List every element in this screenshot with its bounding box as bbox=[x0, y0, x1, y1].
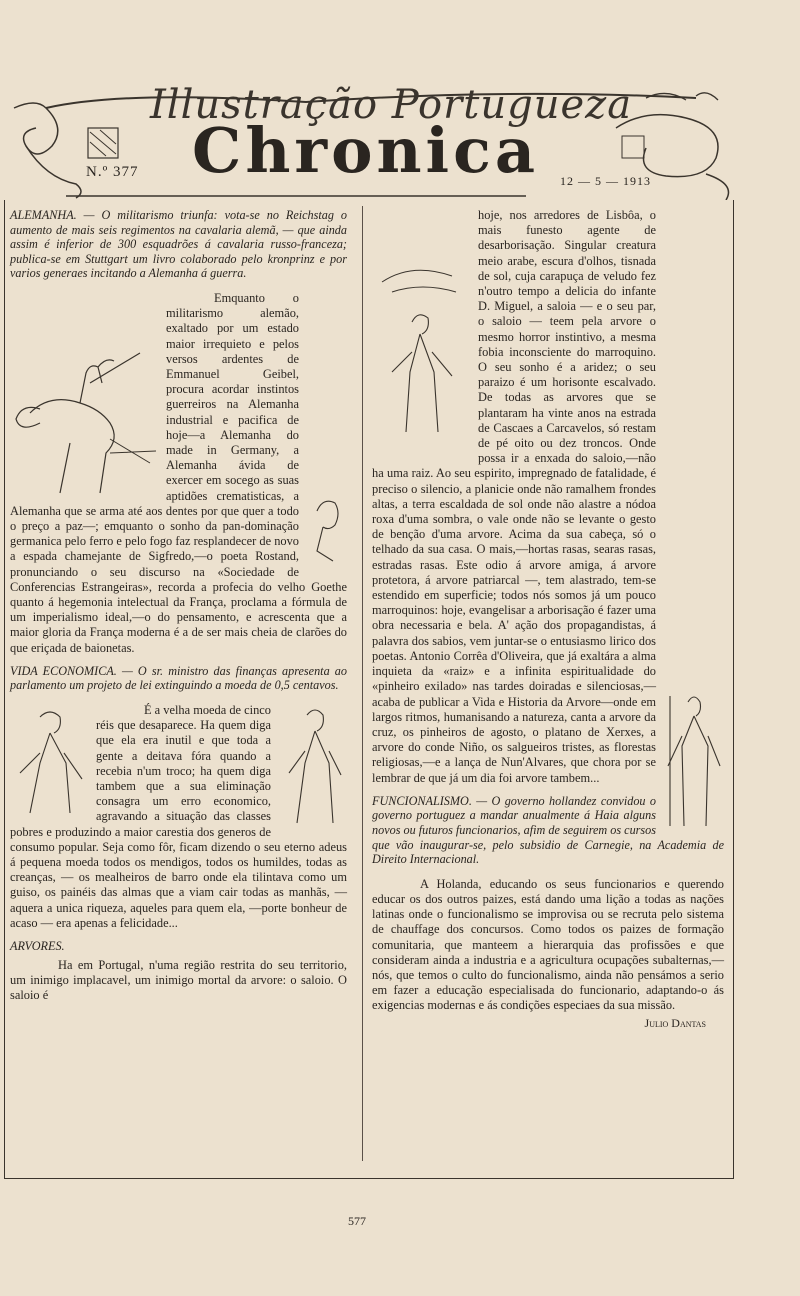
section-trees-body-cont: hoje, nos arredores de Lisbôa, o mais funesto agente de desarborisação. Singular creatura meio arabe, escura d'olhos, tisnada de sol, cuja carapuça de veludo fez n'outro tempo a delicia do infante D. Miguel, a saloia — e o seu par, o saloio — teem pela arvore o mesmo horror instintivo, a mesma fobia inconsciente do marroquino. O seu sonho é a aridez; o seu paraizo é um horisonte escalvado. De todas as arvores que se plantaram ha vinte anos na estrada de Cascaes a Carcavelos, só restam de pé oito ou dez troncos. Onde possa ir a enxada do saloio,—não ha uma raiz. Ao seu espirito, impregnado de fatalidade, é preciso o silencio, a planicie onde não ramalhem frondes altas, a terra escaldada de sol onde não alastre a nódoa roxa d'uma sombra, o vale onde não se levante o gesto de benção d'uma arvore. Acima da sua cabeça, só o telhado da sua casa. O mais,—hortas rasas, searas rasas, estradas rasas. Este odio á arvore amiga, á arvore protetora, á arvore patriarcal —, tem alastrado, tem-se estendido em superficie; todos nós somos já um pouco marroquinos: hoje, evangelisar a arborisação é fazer uma obra necessaria e bela. A' ação dos propagandistas, á palavra dos sabios, vem juntar-se o entusiasmo lirico dos poetas. Antonio Corrêa d'Oliveira, que já exaltára a alma inquieta da «raiz» e a infinita espiritualidade do «pinheiro exilado» nas tardes doiradas e silenciosas,—acaba de publicar a Vida e Historia da Arvore—onde em largos ritmos, humanisando a natureza, canta a arvore da cruz, os pinheiros de agosto, o platano de Xerxes, a arvore do conde Niño, os salgueiros tristes, as florestas religiosas,—e a lança de Nun'Alvares, que chora por se lembrar de que já um dia foi arvore tambem... bbox=[372, 208, 656, 785]
goethe-portrait-illustration bbox=[303, 491, 347, 571]
woman-illustration bbox=[277, 703, 347, 833]
section-economy-body: É a velha moeda de cinco réis que desaparece. Ha quem diga que ela era inutil e que toda a gente a deitava fóra quando a recebia n'um troco; ha quem diga tambem que a sua eliminação consagra um erro economico, agravando a situação das classes pobres e produzindo a maior carestia dos generos de consumo popular. Seja como fôr, ficam dizendo o seu eterno adeus á pequena moeda todos os mendigos, todos os humildes, todas as creanças, — os mealheiros de barro onde ela tilintava como um guiso, os painéis das almas que a viam cair todas as manhãs, —aquera a unica riqueza, aqueles para quem ela, —porte bonheur de acaso — era apenas a felicidade... bbox=[10, 703, 347, 930]
section-trees-body-start: Ha em Portugal, n'uma região restrita do seu territorio, um inimigo implacavel, um inimigo mortal da arvore: o saloio. O saloio é bbox=[10, 957, 347, 1003]
issue-date: 12 — 5 — 1913 bbox=[560, 174, 651, 188]
knight-illustration bbox=[662, 686, 724, 836]
column-divider bbox=[362, 206, 363, 1161]
section-trees-heading: ARVORES. bbox=[10, 939, 65, 954]
issue-number: N.º 377 bbox=[86, 164, 139, 180]
section-economy-summary: VIDA ECONOMICA. — O sr. ministro das finanças apresenta ao parlamento um projeto de lei extinguindo a moeda de 0,5 centavos. bbox=[10, 663, 347, 693]
page-number: 577 bbox=[348, 1214, 366, 1228]
horseman-illustration bbox=[10, 343, 160, 503]
beggar-illustration bbox=[10, 703, 90, 823]
section-civil-service-body: A Holanda, educando os seus funcionarios e querendo educar os dos outros paizes, está dando uma lição a todas as nações latinas onde o funcionalismo se improvisa ou se recruta pelo sistema de chauffage dos concursos. Como todos os paizes de formação comunitaria, que manteem a hierarquia das profissões e que consideram ainda a industria e a agricultura ocupações subalternas,—nós, que temos o culto do funcionalismo, ainda não pensámos a serio em fazer a educação especialisada do funcionario, adaptando-o ás exigencias modernas e ás condições especiaes da sua missão. bbox=[372, 876, 724, 1013]
magazine-script-title: Illustração Portugueza bbox=[150, 82, 633, 128]
saloio-illustration bbox=[372, 252, 472, 452]
column-left bbox=[10, 208, 347, 1003]
section-germany-body: Emquanto o militarismo alemão, exaltado por um estado maior irrequieto e pelos versos ardentes de Emmanuel Geibel, procura acordar instintos guerreiros na Alemanha industrial e pacifica de hoje—a Alemanha do made in Germany, a Alemanha ávida de exercer em socego as suas aptidões crematisticas, a Alemanha que se arma até aos dentes por que quer a todo o preço a paz—; emquanto o sonho da pan-dominação germanica pelo ferro e pelo fogo faz resplandecer de novo a espada chamejante de Sigfredo,—o poeta Rostand, pronunciando o seu discurso na «Sociedade de Conferencias Estrangeiras», recorda a profecia do velho Goethe quanto á hegemonia intelectual da França, proclama a fórmula de um imperialismo ideal,—o do pensamento, e acrescenta que a maior gloria da França moderna é a de ser mais cheia de clarões do que eriçada de baionetas. bbox=[10, 290, 347, 655]
page-title: Chronica bbox=[192, 114, 539, 187]
section-germany-summary: ALEMANHA. — O militarismo triunfa: vota-se no Reichstag o aumento de mais seis regimentos na cavalaria alemã, — que ainda assim é inferior de 300 esquadrões á cavalaria russo-franceza; publica-se em Stuttgart um livro colaborado pelo kronprinz e por varios generaes incitando a Alemanha á guerra. bbox=[10, 208, 347, 281]
column-right bbox=[372, 208, 724, 1031]
section-civil-service-summary: FUNCIONALISMO. — O governo hollandez convidou o governo portuguez a mandar anualmente á Haia alguns novos ou futuros funcionarios, afim de seguirem os cursos que vão inaugurar-se, pelo subsidio de Carnegie, na Academia de Direito Internacional. bbox=[372, 793, 724, 867]
author-signature: Julio Dantas bbox=[644, 1015, 706, 1030]
